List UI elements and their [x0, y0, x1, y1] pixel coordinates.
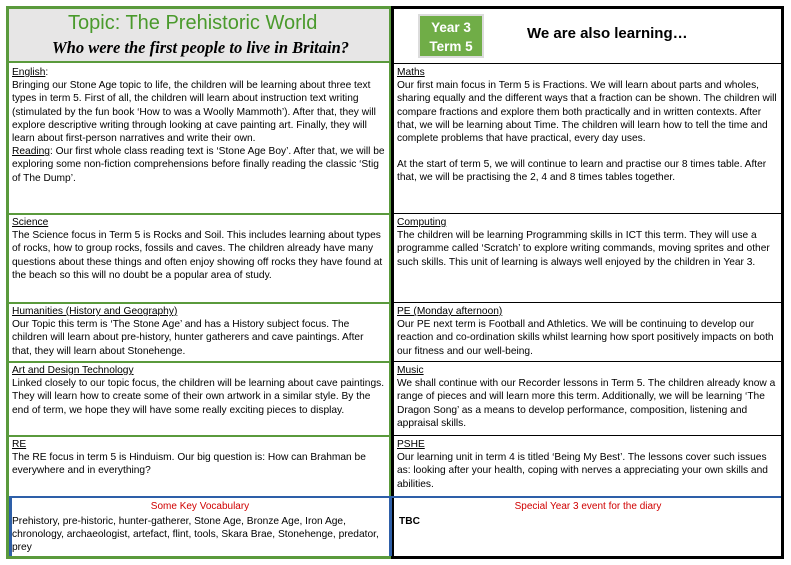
art-heading: Art and Design Technology [12, 365, 134, 376]
english-section [12, 66, 386, 212]
computing-heading: Computing [397, 217, 447, 228]
computing-section [397, 216, 779, 302]
divider [394, 213, 781, 214]
maths-section [397, 66, 779, 213]
event-text: TBC [399, 516, 420, 527]
term-label: Term 5 [429, 39, 473, 54]
divider [9, 302, 389, 304]
re-section [12, 438, 386, 494]
divider [394, 435, 781, 436]
divider [9, 361, 389, 363]
pshe-text: Our learning unit in term 4 is titled ‘Being My Best’. The lessons cover such issues as: looking after your health, coping with nerves a appreciating your own skills and abilities. [397, 452, 768, 490]
science-section [12, 216, 386, 302]
maths-heading: Maths [397, 67, 425, 78]
topic-title: Topic: The Prehistoric World [68, 12, 318, 34]
reading-text: : Our first whole class reading text is ‘Stone Age Boy’. After that, we will be exploring some non-fiction comprehensions before finally reading the classic ‘Stig of The Dump’. [12, 146, 385, 184]
pshe-heading: PSHE [397, 439, 425, 450]
art-text: Linked closely to our topic focus, the children will be learning about cave paintings. They will learn how to create some of their own artwork in a similar style. By the end of term, we hope they will have some really exciting pieces to display. [12, 378, 385, 416]
year-label: Year 3 [431, 20, 471, 35]
english-text: Bringing our Stone Age topic to life, the children will be learning about three text types in term 5. First of all, the children will learn about instruction text writing (stimulated by the fun book ‘How to was a Woolly Mammoth’). After that, they will explore descriptive writing through looking at cave painting art. Finally, they will learn about first-person narratives and write their own. [12, 80, 376, 145]
music-heading: Music [397, 365, 424, 376]
english-colon: : [45, 67, 49, 78]
divider [394, 302, 781, 303]
science-heading: Science [12, 217, 49, 228]
english-heading: English [12, 67, 46, 78]
re-text: The RE focus in term 5 is Hinduism. Our big question is: How can Brahman be everywhere and in everything? [12, 452, 366, 477]
maths-times-tables-text: At the start of term 5, we will continue to learn and practise our 8 times table. After that, we will be practising the 2, 4 and 8 times tables together. [397, 159, 767, 184]
divider [9, 435, 389, 437]
science-text: The Science focus in Term 5 is Rocks and Soil. This includes learning about types of rocks, how to group rocks, fossils and caves. The children already have many questions about these things and often enjoy showing off rocks they have found at the beach so this will no doubt be a popular area of study. [12, 230, 383, 281]
reading-heading: Reading [12, 146, 50, 158]
vocabulary-title: Some Key Vocabulary [150, 501, 250, 512]
topic-question: Who were the first people to live in Britain? [52, 38, 350, 57]
maths-text: Our first main focus in Term 5 is Fractions. We will learn about parts and wholes, sharing equally and the different ways that a fraction can be shown. The children will compare fractions and explore them both practically and in written contexts. After that, we will be learning about Time. The children will learn how to tell the time and complete problems that have practical, every day uses. [397, 80, 777, 145]
divider [9, 213, 389, 215]
divider [394, 63, 781, 64]
humanities-text: Our Topic this term is ‘The Stone Age’ and has a History subject focus. The children will learn about pre-history, hunter gatherers and cave paintings. After that, they will learn about Stonehenge. [12, 319, 364, 357]
pe-section [397, 305, 779, 361]
also-learning-heading: We are also learning… [527, 25, 688, 42]
divider [9, 496, 781, 498]
year-term-badge [418, 14, 484, 58]
humanities-heading: Humanities (History and Geography) [12, 306, 178, 317]
music-section [397, 364, 779, 435]
vocabulary-text: Prehistory, pre-historic, hunter-gatherer, Stone Age, Bronze Age, Iron Age, chronology, archaeologist, artefact, flint, tools, Skara Brae, Stonehenge, predator, prey [12, 516, 379, 554]
art-section [12, 364, 386, 434]
divider [394, 361, 781, 362]
pe-heading: PE (Monday afternoon) [397, 306, 503, 317]
humanities-section [12, 305, 386, 361]
music-text: We shall continue with our Recorder lessons in Term 5. The children already know a range of pieces and will learn more this term. Additionally, we will be learning ‘The Dragon Song’ as a means to develop performance, composition, listening and appraisal skills. [397, 378, 776, 429]
event-title: Special Year 3 event for the diary [514, 501, 662, 512]
spacer [397, 145, 779, 158]
divider [9, 61, 389, 63]
re-heading: RE [12, 439, 27, 450]
computing-text: The children will be learning Programming skills in ICT this term. They will use a programme called ‘Scratch’ to explore writing commands, moving sprites and other such skills. This unit of learning is always well enjoyed by the children in Year 3. [397, 230, 770, 268]
pshe-section [397, 438, 779, 496]
pe-text: Our PE next term is Football and Athletics. We will be continuing to develop our reaction and co-ordination skills whilst learning how sport positively impacts on both our fitness and our well-being. [397, 319, 774, 357]
